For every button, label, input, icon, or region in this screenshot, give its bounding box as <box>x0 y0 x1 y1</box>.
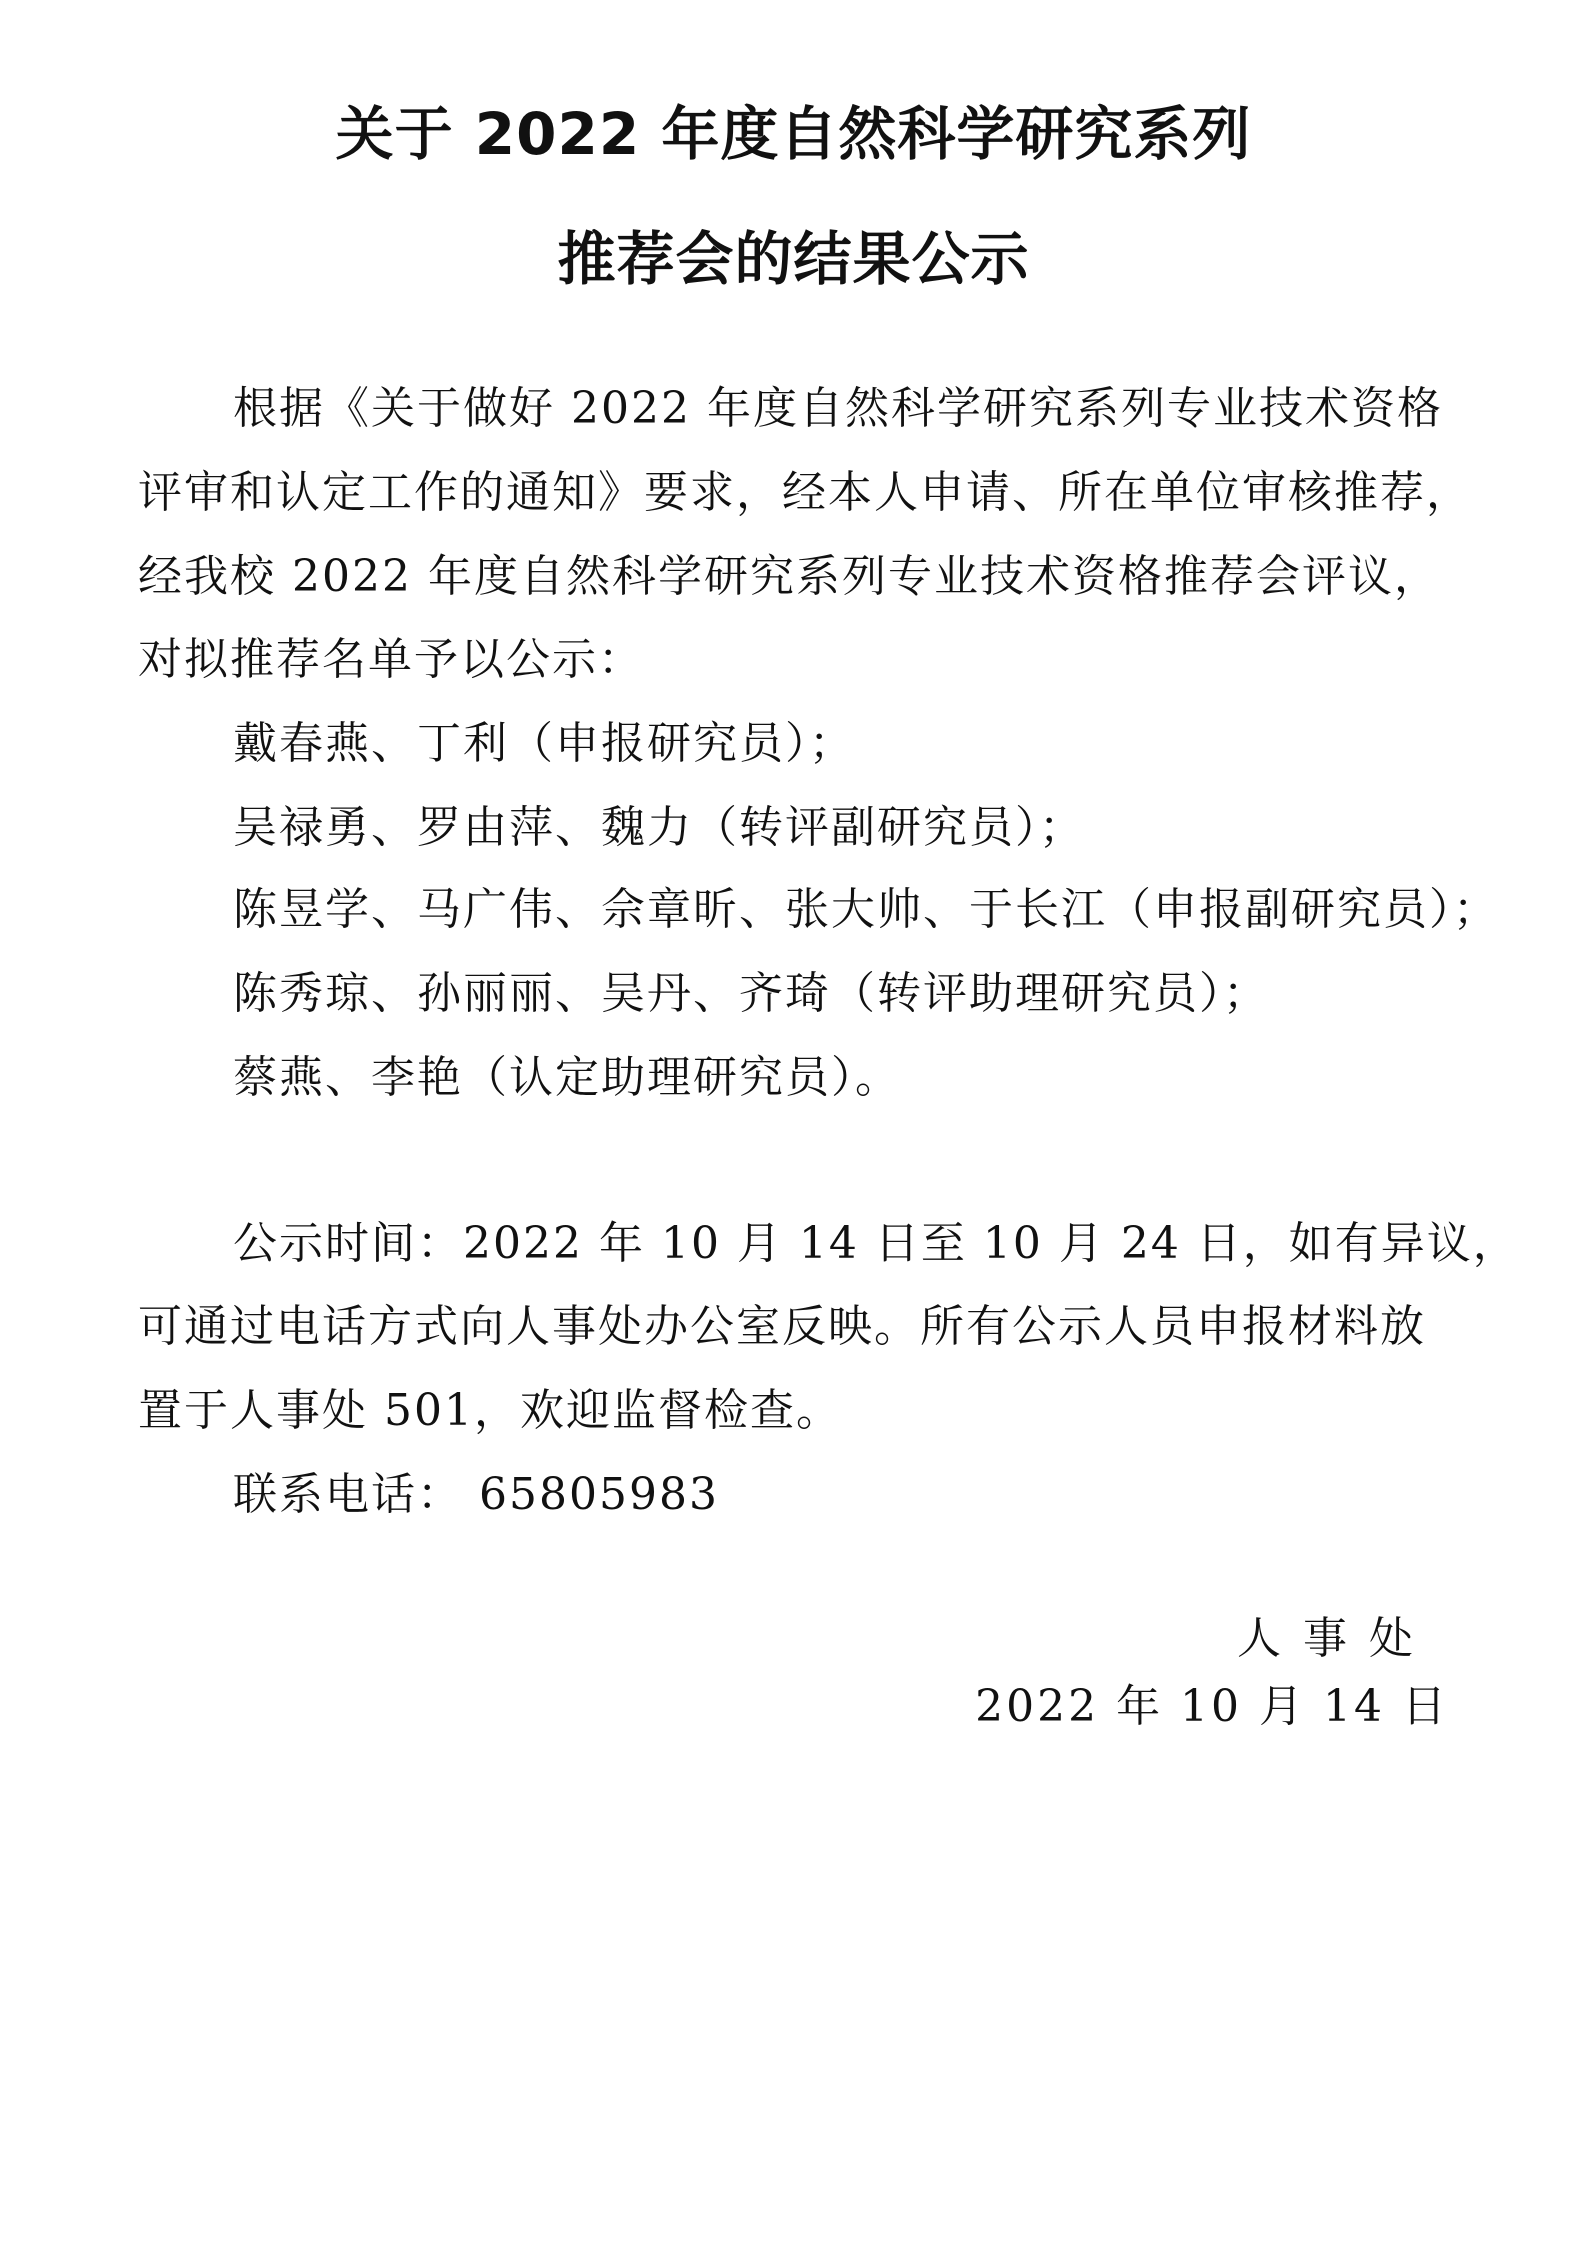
notice-line-3: 置于人事处 501，欢迎监督检查。 <box>138 1385 842 1436</box>
intro-line-4: 对拟推荐名单予以公示： <box>138 634 644 685</box>
document-title-line-1: 关于 2022 年度自然科学研究系列 <box>335 100 1252 168</box>
notice-line-1: 公示时间：2022 年 10 月 14 日至 10 月 24 日，如有异议， <box>233 1218 1519 1269</box>
nominee-line-4: 陈秀琼、孙丽丽、吴丹、齐琦（转评助理研究员）； <box>233 968 1269 1019</box>
nominee-line-5: 蔡燕、李艳（认定助理研究员）。 <box>233 1052 901 1103</box>
signature-department: 人事处 <box>1237 1613 1435 1664</box>
nominee-line-1: 戴春燕、丁利（申报研究员）； <box>233 718 855 769</box>
contact-phone: 联系电话： 65805983 <box>233 1469 719 1520</box>
nominee-line-3: 陈昱学、马广伟、佘章昕、张大帅、于长江（申报副研究员）； <box>233 884 1499 935</box>
document-title-line-2: 推荐会的结果公示 <box>557 225 1030 293</box>
intro-line-3: 经我校 2022 年度自然科学研究系列专业技术资格推荐会评议， <box>138 551 1440 602</box>
notice-line-2: 可通过电话方式向人事处办公室反映。所有公示人员申报材料放 <box>138 1301 1426 1352</box>
nominee-line-2: 吴禄勇、罗由萍、魏力（转评副研究员）； <box>233 802 1085 853</box>
intro-line-2: 评审和认定工作的通知》要求，经本人申请、所在单位审核推荐， <box>138 467 1472 518</box>
signature-date: 2022 年 10 月 14 日 <box>975 1681 1449 1732</box>
intro-line-1: 根据《关于做好 2022 年度自然科学研究系列专业技术资格 <box>233 383 1443 434</box>
